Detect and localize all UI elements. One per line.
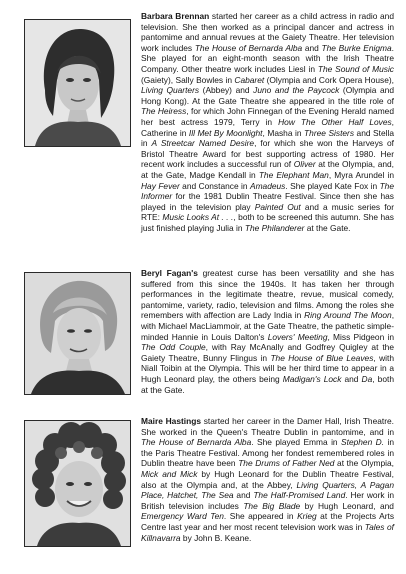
bio-text-run: (Gaiety), Sally Bowles in <box>141 74 235 85</box>
production-title: Ring Around The Moon <box>304 310 392 321</box>
production-title: The Elephant Man <box>258 169 329 180</box>
bio-text-run: and Constance in <box>179 180 250 191</box>
bio-text-run: , Catherine in <box>141 116 394 138</box>
bio-text-run: and Stella in <box>141 127 394 149</box>
production-title: Cabaret <box>234 74 265 85</box>
bio-text-run: at the Gate. <box>304 222 351 233</box>
production-title: Krieg <box>297 511 317 522</box>
bio-text-run: . She played Kate Fox in <box>285 180 380 191</box>
bio-text-run: at the Olympia, and, at the Gate, Madge Kendall in <box>141 159 394 180</box>
bio-text-run: , with Niall Toibin at the Olympia. This will be her third time to appear in a Hugh Leonard play, the others being <box>141 352 394 384</box>
bio-text-run: and a music series for RTE: <box>141 201 394 223</box>
production-title: The Big Blade <box>243 500 301 511</box>
production-title: How The Other Half Loves <box>278 116 392 127</box>
production-title: Hay Fever <box>141 180 180 191</box>
bio-text-run: , with Michael MacLiammoir, at the Gate Theatre, the pathetic simple-minded Hannie in Louis Dalton's <box>141 310 395 342</box>
portrait-maire-hastings <box>25 421 130 546</box>
production-title: Living Quarters, A Pagan Place, Hatchet, The Sea <box>141 479 394 501</box>
production-title: Juno and the Paycock <box>253 85 340 96</box>
bio-text-run: at the Projects Arts Centre last year and her most recent television work was in <box>141 511 395 532</box>
bio-text-run: by John B. Keane. <box>180 532 252 543</box>
bio-text-run: , both to be screened this autumn. She has just finished playing Julia in <box>141 212 394 233</box>
portrait-photo <box>24 420 131 547</box>
bio-text <box>141 11 394 233</box>
bio-text-run: , Masha in <box>262 127 305 138</box>
bio-text-run: . She played Emma in <box>251 437 342 448</box>
production-title: Lovers' Meeting <box>267 331 328 342</box>
bio-text-run: greatest curse has been versatility and she has suffered from this since the 1940s. It has taken her through performances in the legitimate theatre, revue, musical comedy, pantomime, variety, radio, television and films. Among the roles she remembers with affection are Lady India in <box>141 268 395 321</box>
production-title: The Informer <box>141 180 394 202</box>
bio-text-run: , both at the Gate. <box>141 373 394 395</box>
bio-text-run: in the Paris Theatre Festival. Among her fondest remembered roles in Dublin theatre have been <box>141 437 394 469</box>
portrait-photo <box>24 19 131 147</box>
bio-text-run: started her career in the Damer Hall, Irish Theatre. She worked in the Queen's Theatre Dublin in pantomime, and in <box>141 416 395 437</box>
bio-text-run: , for which she won the Harveys of Bristol Theatre Award for best supporting actress of 1980. Her recent work includes a successful run of <box>141 138 394 170</box>
bio-text-run: by Hugh Leonard for the Dublin Theatre Festival, also at the Olympia and, at the Abbey, <box>141 468 394 490</box>
bio-text-run: , with Ray McAnally and Godfrey Quigley at the Gaiety Theatre, Bunny Flingus in <box>141 342 394 363</box>
production-title: Stephen D. <box>341 437 385 448</box>
production-title: The House of Blue Leaves <box>270 352 374 363</box>
production-title: Living Quarters <box>141 85 200 96</box>
bio-text-run: (Abbey) and <box>199 85 254 96</box>
bio-text-run: at the Olympia, <box>334 458 395 469</box>
actor-name: Maire Hastings <box>141 416 201 426</box>
production-title: Music Looks At . . . <box>162 212 234 223</box>
production-title: The Burke Enigma <box>321 42 392 53</box>
bio-text-run: and <box>233 490 254 501</box>
production-title: The House of Bernarda Alba <box>194 42 303 53</box>
portrait-barbara-brennan <box>25 20 130 146</box>
actor-name: Beryl Fagan's <box>141 268 198 278</box>
portrait-photo <box>24 272 131 395</box>
production-title: Mick and Mick <box>141 468 198 479</box>
production-title: The Half-Promised Land <box>253 490 346 501</box>
production-title: Painted Out <box>254 201 301 212</box>
production-title: Three Sisters <box>304 127 355 138</box>
bio-text <box>141 268 394 395</box>
production-title: The Drums of Father Ned <box>238 458 335 469</box>
production-title: Amadeus <box>249 180 286 191</box>
bio-text-run: and <box>341 373 362 384</box>
production-title: The House of Bernarda Alba <box>141 437 252 448</box>
bio-text-run: . She played for an eight-month season with the Irish Theatre Company. Other theatre work includes Liesl in <box>141 42 394 74</box>
bio-text-run: and <box>302 42 322 53</box>
production-title: Ill Met By Moonlight <box>188 127 263 138</box>
portrait-beryl-fagan <box>25 273 130 394</box>
production-title: Madigan's Lock <box>282 373 342 384</box>
bio-text-run: . She appeared in <box>223 511 298 522</box>
actor-name: Barbara Brennan <box>141 11 210 21</box>
bio-text-run: , Myra Arundel in <box>328 169 394 180</box>
bio-text <box>141 416 394 543</box>
bio-text-run: (Olympia and Hong Kong). At the Gate Theatre she appeared in the title role of <box>141 85 394 106</box>
production-title: A Streetcar Named Desire <box>151 138 255 149</box>
bio-text-run: (Olympia and Cork Opera House), <box>264 74 394 85</box>
bio-text-run: by Hugh Leonard, and <box>300 500 394 511</box>
bio-text-run: started her career as a child actress in radio and television. She then worked as a principal dancer and actress in pantomime and annual revues at the Gaiety Theatre. Her television work includes <box>141 11 394 53</box>
production-title: The Sound of Music <box>317 63 394 74</box>
production-title: Da <box>361 373 373 384</box>
production-title: The Heiress <box>141 106 187 117</box>
production-title: Emergency Ward Ten <box>141 511 224 522</box>
production-title: The Odd Couple <box>141 342 206 353</box>
bio-text-run: for the 1981 Dublin Theatre Festival. Since then she has played in the television play <box>141 191 394 212</box>
production-title: Tales of Killnavarra <box>141 521 394 543</box>
production-title: The Philanderer <box>244 222 305 233</box>
production-title: Oliver <box>293 159 316 170</box>
bio-text-run: , Miss Pidgeon in <box>327 331 394 342</box>
bio-text-run: . Her work in British television includes <box>141 490 394 511</box>
bio-text-run: , for which John Finnegan of the Evening Herald named her best actress 1979, Terry in <box>141 106 394 127</box>
